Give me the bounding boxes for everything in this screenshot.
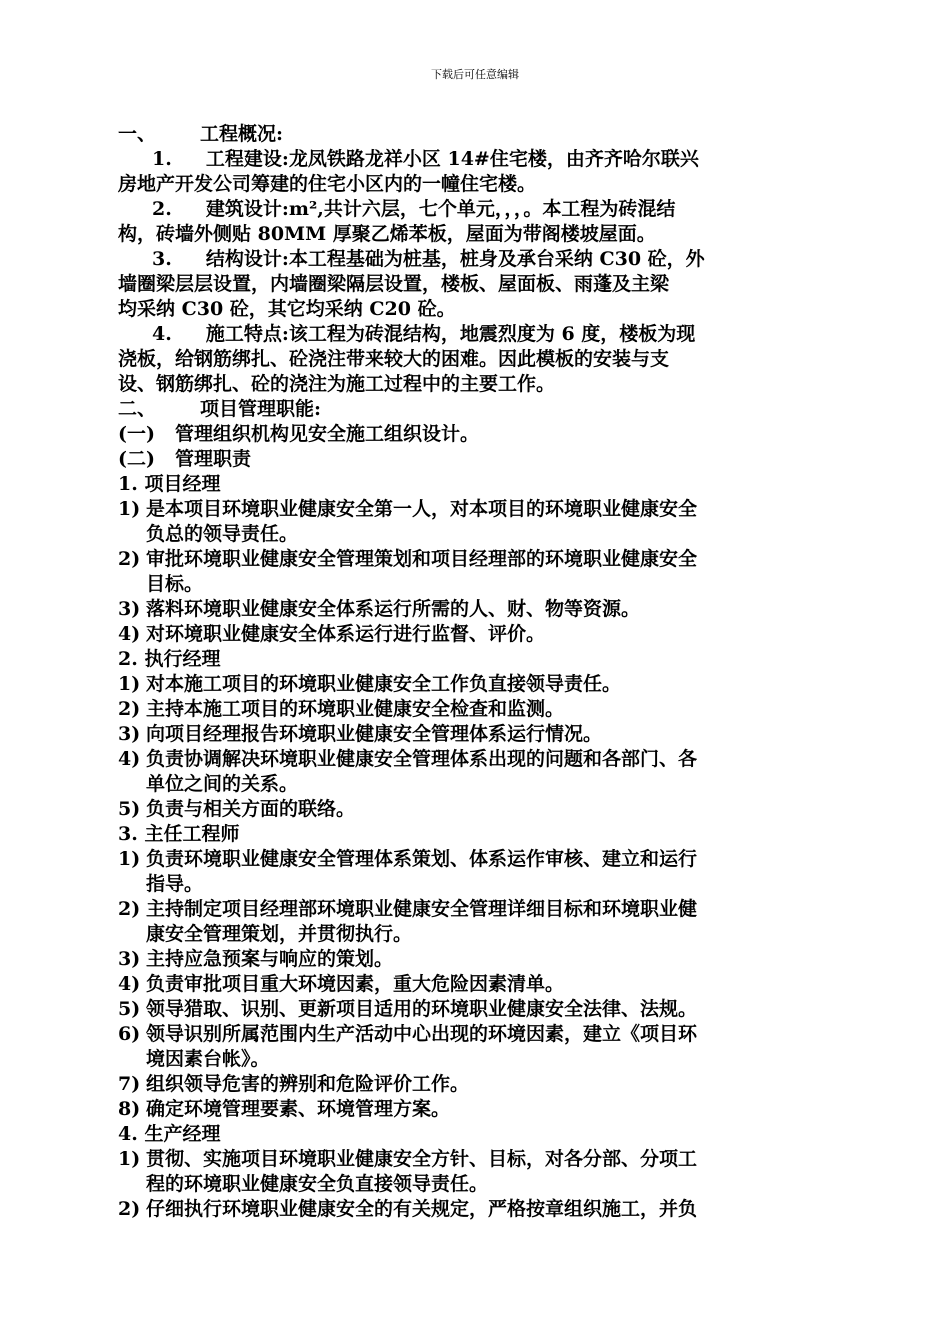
list-number: 1) (118, 1148, 141, 1170)
list-number: 5) (118, 998, 141, 1020)
list-text: 仔细执行环境职业健康安全的有关规定，严格按章组织施工，并负 (146, 1198, 698, 1220)
list-number: 2) (118, 1198, 141, 1220)
section-marker: 一、 (118, 123, 157, 145)
list-text: 负责环境职业健康安全管理体系策划、体系运作审核、建立和运行 (146, 848, 698, 870)
section-marker: 二、 (118, 398, 157, 420)
section-heading (118, 397, 818, 422)
overview-item-cont: 浇板，给钢筋绑扎、砼浇注带来较大的困难。因此模板的安装与支 (118, 348, 670, 370)
list-number: 1) (118, 848, 141, 870)
subsection: (一) 管理组织机构见安全施工组织设计。 (118, 423, 479, 445)
list-item (118, 497, 818, 547)
list-item (118, 972, 818, 997)
list-text-cont: 单位之间的关系。 (146, 773, 299, 795)
list-item (118, 547, 818, 597)
list-number: 2) (118, 698, 141, 720)
role-heading: 3. 主任工程师 (118, 823, 240, 845)
list-item (118, 1097, 818, 1122)
list-number: 5) (118, 798, 141, 820)
list-text: 组织领导危害的辨别和危险评价工作。 (146, 1073, 470, 1095)
list-item (118, 1197, 818, 1222)
roles-list (118, 472, 818, 1222)
list-number: 1) (118, 673, 141, 695)
list-text: 审批环境职业健康安全管理策划和项目经理部的环境职业健康安全 (146, 548, 698, 570)
list-text: 向项目经理报告环境职业健康安全管理体系运行情况。 (146, 723, 603, 745)
list-number: 8) (118, 1098, 141, 1120)
list-text-cont: 目标。 (146, 573, 204, 595)
list-number: 2) (118, 548, 141, 570)
overview-item: 1. 工程建设:龙凤铁路龙祥小区 14#住宅楼，由齐齐哈尔联兴 (152, 148, 699, 170)
role-heading: 2. 执行经理 (118, 648, 221, 670)
section-title: 项目管理职能: (200, 398, 322, 420)
list-number: 3) (118, 723, 141, 745)
list-text: 负责协调解决环境职业健康安全管理体系出现的问题和各部门、各 (146, 748, 698, 770)
list-number: 1) (118, 498, 141, 520)
list-text: 确定环境管理要素、环境管理方案。 (146, 1098, 451, 1120)
subsection: (二) 管理职责 (118, 448, 251, 470)
list-item (118, 722, 818, 747)
overview-item: 2. 建筑设计:m²,共计六层，七个单元，，，。本工程为砖混结 (152, 198, 676, 220)
page-header: 下载后可任意编辑 (431, 68, 519, 81)
list-item (118, 1022, 818, 1072)
list-text: 贯彻、实施项目环境职业健康安全方针、目标，对各分部、分项工 (146, 1148, 698, 1170)
overview-item: 3. 结构设计:本工程基础为桩基，桩身及承台采纳 C30 砼，外 (152, 248, 705, 270)
list-item (118, 597, 818, 622)
list-item (118, 947, 818, 972)
list-number: 7) (118, 1073, 141, 1095)
list-text: 主持本施工项目的环境职业健康安全检查和监测。 (146, 698, 565, 720)
list-number: 2) (118, 898, 141, 920)
list-item (118, 1072, 818, 1097)
list-item (118, 697, 818, 722)
list-number: 3) (118, 948, 141, 970)
list-text: 负责审批项目重大环境因素，重大危险因素清单。 (146, 973, 565, 995)
list-item (118, 997, 818, 1022)
section-heading (118, 122, 818, 147)
list-text: 主持应急预案与响应的策划。 (146, 948, 394, 970)
list-number: 4) (118, 623, 141, 645)
overview-item-cont: 房地产开发公司筹建的住宅小区内的一幢住宅楼。 (118, 173, 537, 195)
list-text-cont: 程的环境职业健康安全负直接领导责任。 (146, 1173, 489, 1195)
list-text: 领导识别所属范围内生产活动中心出现的环境因素，建立《项目环 (146, 1023, 698, 1045)
list-item (118, 747, 818, 797)
list-text-cont: 康安全管理策划，并贯彻执行。 (146, 923, 413, 945)
list-number: 4) (118, 748, 141, 770)
list-item (118, 897, 818, 947)
list-text-cont: 指导。 (146, 873, 204, 895)
list-item (118, 1147, 818, 1197)
role-heading: 1. 项目经理 (118, 473, 221, 495)
list-text-cont: 负总的领导责任。 (146, 523, 299, 545)
list-text-cont: 境因素台帐》。 (146, 1048, 270, 1070)
overview-item: 4. 施工特点:该工程为砖混结构，地震烈度为 6 度，楼板为现 (152, 323, 696, 345)
list-number: 3) (118, 598, 141, 620)
overview-item-cont: 设、钢筋绑扎、砼的浇注为施工过程中的主要工作。 (118, 373, 556, 395)
overview-item-cont: 构，砖墙外侧贴 80MM 厚聚乙烯苯板，屋面为带阁楼坡屋面。 (118, 223, 656, 245)
list-text: 落料环境职业健康安全体系运行所需的人、财、物等资源。 (146, 598, 641, 620)
list-text: 负责与相关方面的联络。 (146, 798, 356, 820)
list-number: 6) (118, 1023, 141, 1045)
document-body (118, 122, 818, 1222)
list-item (118, 797, 818, 822)
list-number: 4) (118, 973, 141, 995)
list-item (118, 847, 818, 897)
list-text: 对环境职业健康安全体系运行进行监督、评价。 (146, 623, 546, 645)
list-item (118, 672, 818, 697)
list-text: 主持制定项目经理部环境职业健康安全管理详细目标和环境职业健 (146, 898, 698, 920)
list-text: 是本项目环境职业健康安全第一人，对本项目的环境职业健康安全 (146, 498, 698, 520)
list-text: 对本施工项目的环境职业健康安全工作负直接领导责任。 (146, 673, 622, 695)
role-heading: 4. 生产经理 (118, 1123, 221, 1145)
overview-item-cont: 墙圈梁层层设置，内墙圈梁隔层设置，楼板、屋面板、雨蓬及主梁 (118, 273, 670, 295)
overview-item-cont: 均采纳 C30 砼，其它均采纳 C20 砼。 (118, 298, 456, 320)
section-title: 工程概况: (200, 123, 284, 145)
list-text: 领导猎取、识别、更新项目适用的环境职业健康安全法律、法规。 (146, 998, 698, 1020)
list-item (118, 622, 818, 647)
